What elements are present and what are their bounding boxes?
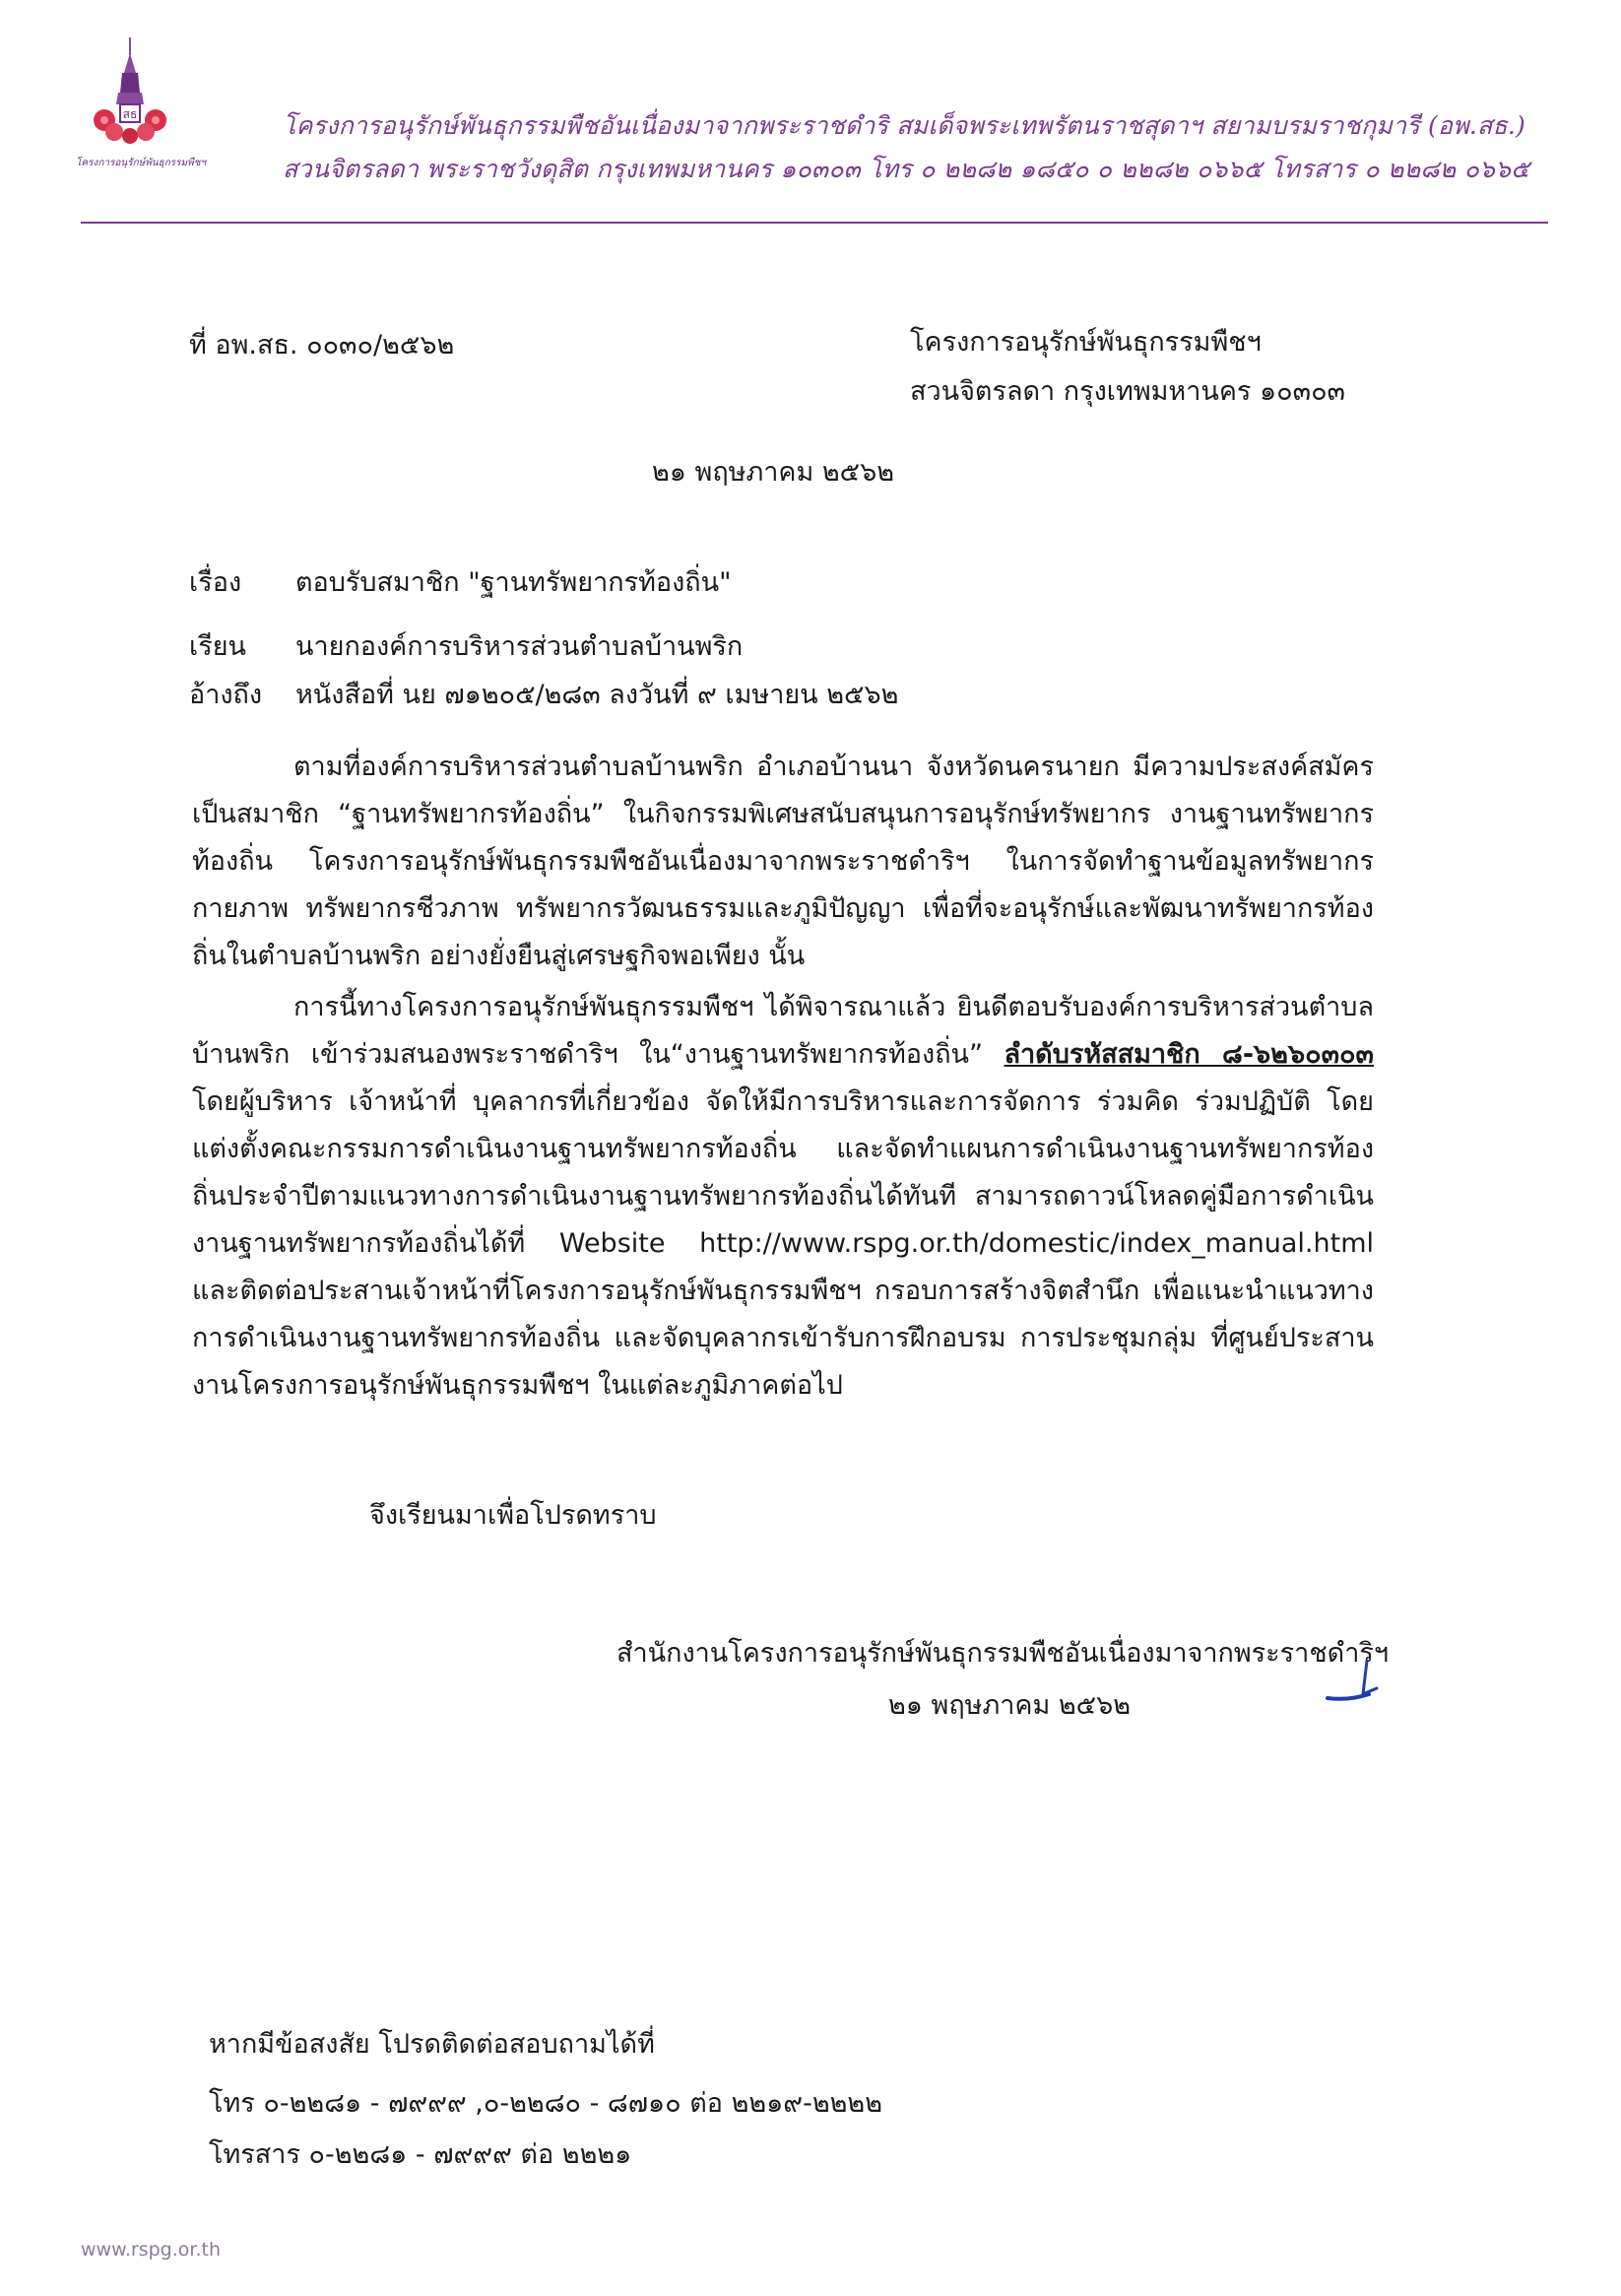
contact-phone: โทร ๐-๒๒๘๑ - ๗๙๙๙ ,๐-๒๒๘๐ - ๘๗๑๐ ต่อ ๒๒๑๙-๒๒๒๒ [209, 2088, 883, 2119]
letterhead-line-2: สวนจิตรลดา พระราชวังดุสิต กรุงเทพมหานคร ๑๐๓๐๓ โทร ๐ ๒๒๘๒ ๑๘๕๐ ๐ ๒๒๘๒ ๐๖๖๕ โทรสาร ๐ ๒๒๘๒ ๐๖๖๕ [283, 155, 1530, 183]
svg-text:สธ: สธ [122, 107, 138, 121]
recipient-label: เรียน [189, 631, 247, 662]
subject-text: ตอบรับสมาชิก "ฐานทรัพยากรท้องถิ่น" [295, 567, 732, 598]
letterhead-line-1: โครงการอนุรักษ์พันธุกรรมพืชอันเนื่องมาจากพระราชดำริ สมเด็จพระเทพรัตนราชสุดาฯ สยามบรมราชกุมารี (อพ.สธ.) [283, 111, 1525, 140]
footer-website-url[interactable]: www.rspg.or.th [81, 2239, 222, 2261]
letter-body [192, 744, 1374, 1410]
body-paragraph-1: ตามที่องค์การบริหารส่วนตำบลบ้านพริก อำเภอบ้านนา จังหวัดนครนายก มีความประสงค์สมัครเป็นสมาชิก “ฐานทรัพยากรท้องถิ่น” ในกิจกรรมพิเศษสนับสนุนการอนุรักษ์ทรัพยากร งานฐานทรัพยากรท้องถิ่น โครงการอนุรักษ์พันธุกรรมพืชอันเนื่องมาจากพระราชดำริฯ ในการจัดทำฐานข้อมูลทรัพยากรกายภาพ ทรัพยากรชีวภาพ ทรัพยากรวัฒนธรรมและภูมิปัญญา เพื่อที่จะอนุรักษ์และพัฒนาทรัพยากรท้องถิ่นในตำบลบ้านพริก อย่างยั่งยืนสู่เศรษฐกิจพอเพียง นั้น [192, 752, 1374, 971]
letter-date: ๒๑ พฤษภาคม ๒๕๖๒ [652, 457, 895, 488]
paragraph-2-intro: การนี้ทางโครงการอนุรักษ์พันธุกรรมพืชฯ ได้พิจารณาแล้ว ยินดีตอบรับองค์การบริหารส่วนตำบลบ้านพริก เข้าร่วมสนองพระราชดำริฯ ใน“งานฐานทรัพยากรท้องถิ่น” [192, 992, 1374, 1070]
paragraph-2-body: โดยผู้บริหาร เจ้าหน้าที่ บุคลากรที่เกี่ยวข้อง จัดให้มีการบริหารและการจัดการ ร่วมคิด ร่วมปฏิบัติ โดยแต่งตั้งคณะกรรมการดำเนินงานฐานทรัพยากรท้องถิ่น และจัดทำแผนการดำเนินงานฐานทรัพยากรท้องถิ่นประจำปีตามแนวทางการดำเนินงานฐานทรัพยากรท้องถิ่นได้ทันที สามารถดาวน์โหลดคู่มือการดำเนินงานฐานทรัพยากรท้องถิ่นได้ที่ Website http://www.rspg.or.th/domestic/index_manual.html และติดต่อประสานเจ้าหน้าที่โครงการอนุรักษ์พันธุกรรมพืชฯ กรอบการสร้างจิตสำนึก เพื่อแนะนำแนวทางการดำเนินงานฐานทรัพยากรท้องถิ่น และจัดบุคลากรเข้ารับการฝึกอบรม การประชุมกลุ่ม ที่ศูนย์ประสานงานโครงการอนุรักษ์พันธุกรรมพืชฯ ในแต่ละภูมิภาคต่อไป [192, 1086, 1374, 1401]
sender-address: สวนจิตรลดา กรุงเทพมหานคร ๑๐๓๐๓ [910, 376, 1346, 407]
recipient-text: นายกองค์การบริหารส่วนตำบลบ้านพริก [295, 631, 744, 662]
signature-organization: สำนักงานโครงการอนุรักษ์พันธุกรรมพืชอันเนื่องมาจากพระราชดำริฯ [616, 1638, 1390, 1669]
body-paragraph-2 [192, 984, 1374, 1410]
reference-text: หนังสือที่ นย ๗๑๒๐๕/๒๘๓ ลงวันที่ ๙ เมษายน ๒๕๖๒ [295, 680, 899, 710]
emblem-icon [81, 33, 179, 152]
organization-emblem [76, 33, 207, 171]
signature-date: ๒๑ พฤษภาคม ๒๕๖๒ [888, 1690, 1132, 1721]
header-divider [81, 222, 1548, 224]
member-code: ลำดับรหัสสมาชิก ๘-๖๒๖๐๓๐๓ [1004, 1039, 1374, 1070]
contact-fax: โทรสาร ๐-๒๒๘๑ - ๗๙๙๙ ต่อ ๒๒๒๑ [209, 2139, 632, 2170]
subject-label: เรื่อง [189, 567, 242, 598]
closing-phrase: จึงเรียนมาเพื่อโปรดทราบ [369, 1500, 657, 1531]
reference-label: อ้างถึง [189, 680, 263, 710]
reference-number: ที่ อพ.สธ. ๐๐๓๐/๒๕๖๒ [189, 330, 455, 361]
signature-mark [1324, 1655, 1383, 1714]
emblem-caption: โครงการอนุรักษ์พันธุกรรมพืชฯ [76, 158, 207, 168]
sender-organization: โครงการอนุรักษ์พันธุกรรมพืชฯ [910, 327, 1262, 358]
inquiry-note: หากมีข้อสงสัย โปรดติดต่อสอบถามได้ที่ [209, 2029, 655, 2060]
